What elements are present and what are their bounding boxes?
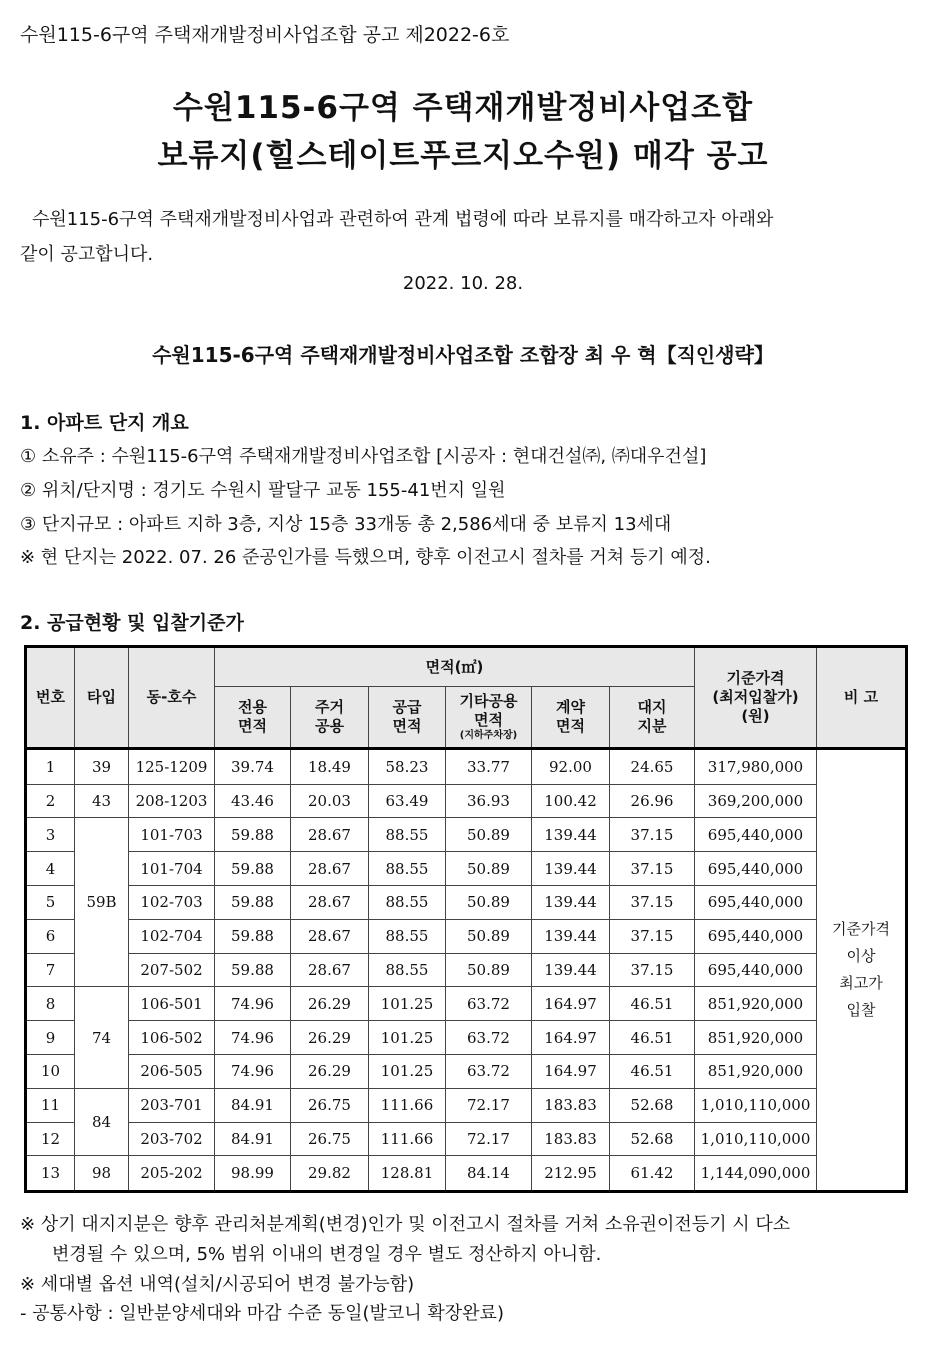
cell-other-common: 72.17 [446, 1122, 532, 1156]
cell-unit: 106-502 [129, 1021, 215, 1055]
cell-remarks: 기준가격 이상 최고가 입찰 [817, 749, 907, 1192]
header-other-common [446, 687, 532, 749]
cell-price: 1,010,110,000 [695, 1122, 817, 1156]
cell-exclusive: 59.88 [215, 818, 291, 852]
cell-supply: 88.55 [369, 919, 446, 953]
cell-unit: 203-701 [129, 1088, 215, 1122]
cell-exclusive: 84.91 [215, 1122, 291, 1156]
cell-no: 3 [26, 818, 75, 852]
cell-price: 1,010,110,000 [695, 1088, 817, 1122]
cell-supply: 101.25 [369, 1021, 446, 1055]
cell-other-common: 50.89 [446, 818, 532, 852]
header-no: 번호 [26, 647, 75, 749]
cell-exclusive: 43.46 [215, 784, 291, 818]
cell-land: 52.68 [610, 1122, 695, 1156]
cell-other-common: 36.93 [446, 784, 532, 818]
cell-unit: 206-505 [129, 1054, 215, 1088]
cell-exclusive: 39.74 [215, 749, 291, 785]
cell-no: 13 [26, 1156, 75, 1192]
note-options: ※ 세대별 옵션 내역(설치/시공되어 변경 불가능함) [20, 1274, 415, 1295]
cell-land: 26.96 [610, 784, 695, 818]
cell-land: 24.65 [610, 749, 695, 785]
cell-price: 695,440,000 [695, 885, 817, 919]
cell-other-common: 50.89 [446, 885, 532, 919]
cell-no: 1 [26, 749, 75, 785]
supply-table [24, 645, 908, 1193]
cell-residential-common: 20.03 [291, 784, 369, 818]
cell-residential-common: 26.75 [291, 1088, 369, 1122]
cell-contract: 100.42 [532, 784, 610, 818]
cell-type: 39 [75, 749, 129, 785]
cell-land: 61.42 [610, 1156, 695, 1192]
cell-contract: 139.44 [532, 852, 610, 886]
cell-price: 695,440,000 [695, 919, 817, 953]
cell-price: 369,200,000 [695, 784, 817, 818]
header-other-common-sub: (지하주차장) [459, 730, 518, 741]
cell-exclusive: 74.96 [215, 1021, 291, 1055]
cell-residential-common: 18.49 [291, 749, 369, 785]
table-row [26, 784, 907, 818]
cell-residential-common: 28.67 [291, 852, 369, 886]
cell-other-common: 50.89 [446, 852, 532, 886]
cell-price: 695,440,000 [695, 852, 817, 886]
cell-price: 851,920,000 [695, 987, 817, 1021]
cell-supply: 88.55 [369, 818, 446, 852]
cell-unit: 102-704 [129, 919, 215, 953]
header-land-share: 대지 지분 [610, 687, 695, 749]
cell-unit: 125-1209 [129, 749, 215, 785]
cell-supply: 111.66 [369, 1122, 446, 1156]
cell-other-common: 50.89 [446, 953, 532, 987]
cell-residential-common: 28.67 [291, 953, 369, 987]
cell-residential-common: 26.29 [291, 1021, 369, 1055]
cell-supply: 88.55 [369, 852, 446, 886]
cell-unit: 102-703 [129, 885, 215, 919]
cell-exclusive: 74.96 [215, 1054, 291, 1088]
cell-other-common: 84.14 [446, 1156, 532, 1192]
cell-contract: 139.44 [532, 919, 610, 953]
section2-heading: 2. 공급현황 및 입찰기준가 [20, 612, 244, 634]
cell-type: 84 [75, 1088, 129, 1156]
chairman-signature: 수원115-6구역 주택재개발정비사업조합 조합장 최 우 혁【직인생략】 [152, 343, 774, 367]
cell-no: 5 [26, 885, 75, 919]
cell-no: 9 [26, 1021, 75, 1055]
scale-line: ③ 단지규모 : 아파트 지하 3층, 지상 15층 33개동 총 2,586세대 중 보류지 13세대 [20, 514, 672, 535]
owner-line: ① 소유주 : 수원115-6구역 주택재개발정비사업조합 [시공자 : 현대건설㈜, ㈜대우건설] [20, 446, 707, 467]
cell-unit: 208-1203 [129, 784, 215, 818]
cell-contract: 183.83 [532, 1122, 610, 1156]
cell-land: 37.15 [610, 919, 695, 953]
cell-other-common: 72.17 [446, 1088, 532, 1122]
cell-supply: 88.55 [369, 953, 446, 987]
cell-land: 46.51 [610, 987, 695, 1021]
cell-unit: 106-501 [129, 987, 215, 1021]
cell-residential-common: 28.67 [291, 885, 369, 919]
cell-no: 11 [26, 1088, 75, 1122]
notice-date: 2022. 10. 28. [402, 273, 524, 294]
table-row [26, 885, 907, 919]
cell-exclusive: 59.88 [215, 919, 291, 953]
note-land-share-line2: 변경될 수 있으며, 5% 범위 이내의 변경일 경우 별도 정산하지 아니함. [52, 1244, 602, 1265]
cell-unit: 205-202 [129, 1156, 215, 1192]
cell-land: 46.51 [610, 1021, 695, 1055]
table-row [26, 818, 907, 852]
cell-no: 2 [26, 784, 75, 818]
cell-contract: 139.44 [532, 818, 610, 852]
cell-no: 12 [26, 1122, 75, 1156]
table-row [26, 919, 907, 953]
cell-type: 59B [75, 818, 129, 987]
notice-number: 수원115-6구역 주택재개발정비사업조합 공고 제2022-6호 [20, 24, 510, 46]
cell-residential-common: 28.67 [291, 919, 369, 953]
header-other-common-label: 기타공용 면적 [459, 692, 518, 729]
note-common: - 공통사항 : 일반분양세대와 마감 수준 동일(발코니 확장완료) [20, 1303, 504, 1324]
cell-contract: 139.44 [532, 885, 610, 919]
cell-price: 851,920,000 [695, 1054, 817, 1088]
cell-exclusive: 74.96 [215, 987, 291, 1021]
cell-other-common: 63.72 [446, 1054, 532, 1088]
cell-residential-common: 26.29 [291, 1054, 369, 1088]
cell-supply: 111.66 [369, 1088, 446, 1122]
cell-contract: 92.00 [532, 749, 610, 785]
completion-remark: ※ 현 단지는 2022. 07. 26 준공인가를 득했으며, 향후 이전고시 절차를 거쳐 등기 예정. [20, 547, 711, 568]
cell-residential-common: 29.82 [291, 1156, 369, 1192]
cell-supply: 101.25 [369, 987, 446, 1021]
table-body [26, 749, 907, 1192]
cell-other-common: 63.72 [446, 987, 532, 1021]
cell-supply: 101.25 [369, 1054, 446, 1088]
cell-price: 851,920,000 [695, 1021, 817, 1055]
cell-type: 74 [75, 987, 129, 1088]
cell-no: 7 [26, 953, 75, 987]
table-row [26, 852, 907, 886]
cell-unit: 203-702 [129, 1122, 215, 1156]
cell-contract: 164.97 [532, 987, 610, 1021]
cell-residential-common: 26.75 [291, 1122, 369, 1156]
cell-price: 1,144,090,000 [695, 1156, 817, 1192]
cell-type: 43 [75, 784, 129, 818]
table-row [26, 1054, 907, 1088]
cell-price: 695,440,000 [695, 818, 817, 852]
header-remarks: 비 고 [817, 647, 907, 749]
intro-text-line2: 같이 공고합니다. [20, 244, 154, 265]
cell-supply: 58.23 [369, 749, 446, 785]
cell-contract: 164.97 [532, 1021, 610, 1055]
cell-unit: 101-704 [129, 852, 215, 886]
table-row [26, 987, 907, 1021]
cell-contract: 139.44 [532, 953, 610, 987]
header-price: 기준가격 (최저입찰가) (원) [695, 647, 817, 749]
cell-exclusive: 59.88 [215, 885, 291, 919]
section1-heading: 1. 아파트 단지 개요 [20, 412, 189, 434]
cell-residential-common: 28.67 [291, 818, 369, 852]
table-row [26, 1122, 907, 1156]
table-row [26, 1156, 907, 1192]
cell-land: 37.15 [610, 818, 695, 852]
header-area-group: 면적(㎡) [215, 647, 695, 687]
table-row [26, 1088, 907, 1122]
page-title-line1: 수원115-6구역 주택재개발정비사업조합 [172, 90, 754, 126]
cell-no: 4 [26, 852, 75, 886]
cell-land: 37.15 [610, 953, 695, 987]
header-contract-area: 계약 면적 [532, 687, 610, 749]
cell-supply: 63.49 [369, 784, 446, 818]
header-type: 타입 [75, 647, 129, 749]
cell-contract: 183.83 [532, 1088, 610, 1122]
cell-land: 37.15 [610, 852, 695, 886]
cell-exclusive: 98.99 [215, 1156, 291, 1192]
location-line: ② 위치/단지명 : 경기도 수원시 팔달구 교동 155-41번지 일원 [20, 480, 506, 501]
cell-no: 10 [26, 1054, 75, 1088]
page-title-line2: 보류지(힐스테이트푸르지오수원) 매각 공고 [157, 138, 769, 174]
cell-unit: 207-502 [129, 953, 215, 987]
cell-contract: 164.97 [532, 1054, 610, 1088]
table-row [26, 953, 907, 987]
cell-contract: 212.95 [532, 1156, 610, 1192]
cell-supply: 88.55 [369, 885, 446, 919]
table-row [26, 1021, 907, 1055]
cell-land: 37.15 [610, 885, 695, 919]
cell-other-common: 33.77 [446, 749, 532, 785]
cell-exclusive: 59.88 [215, 953, 291, 987]
cell-no: 6 [26, 919, 75, 953]
cell-residential-common: 26.29 [291, 987, 369, 1021]
header-residential-common: 주거 공용 [291, 687, 369, 749]
cell-land: 46.51 [610, 1054, 695, 1088]
cell-type: 98 [75, 1156, 129, 1192]
cell-price: 317,980,000 [695, 749, 817, 785]
cell-exclusive: 84.91 [215, 1088, 291, 1122]
note-land-share-line1: ※ 상기 대지지분은 향후 관리처분계획(변경)인가 및 이전고시 절차를 거쳐 소유권이전등기 시 다소 [20, 1214, 791, 1235]
header-exclusive-area: 전용 면적 [215, 687, 291, 749]
header-supply-area: 공급 면적 [369, 687, 446, 749]
intro-text-line1: 수원115-6구역 주택재개발정비사업과 관련하여 관계 법령에 따라 보류지를 매각하고자 아래와 [32, 209, 774, 230]
cell-no: 8 [26, 987, 75, 1021]
cell-other-common: 50.89 [446, 919, 532, 953]
cell-exclusive: 59.88 [215, 852, 291, 886]
cell-unit: 101-703 [129, 818, 215, 852]
table-row [26, 749, 907, 785]
cell-supply: 128.81 [369, 1156, 446, 1192]
cell-land: 52.68 [610, 1088, 695, 1122]
cell-other-common: 63.72 [446, 1021, 532, 1055]
header-unit: 동-호수 [129, 647, 215, 749]
cell-price: 695,440,000 [695, 953, 817, 987]
